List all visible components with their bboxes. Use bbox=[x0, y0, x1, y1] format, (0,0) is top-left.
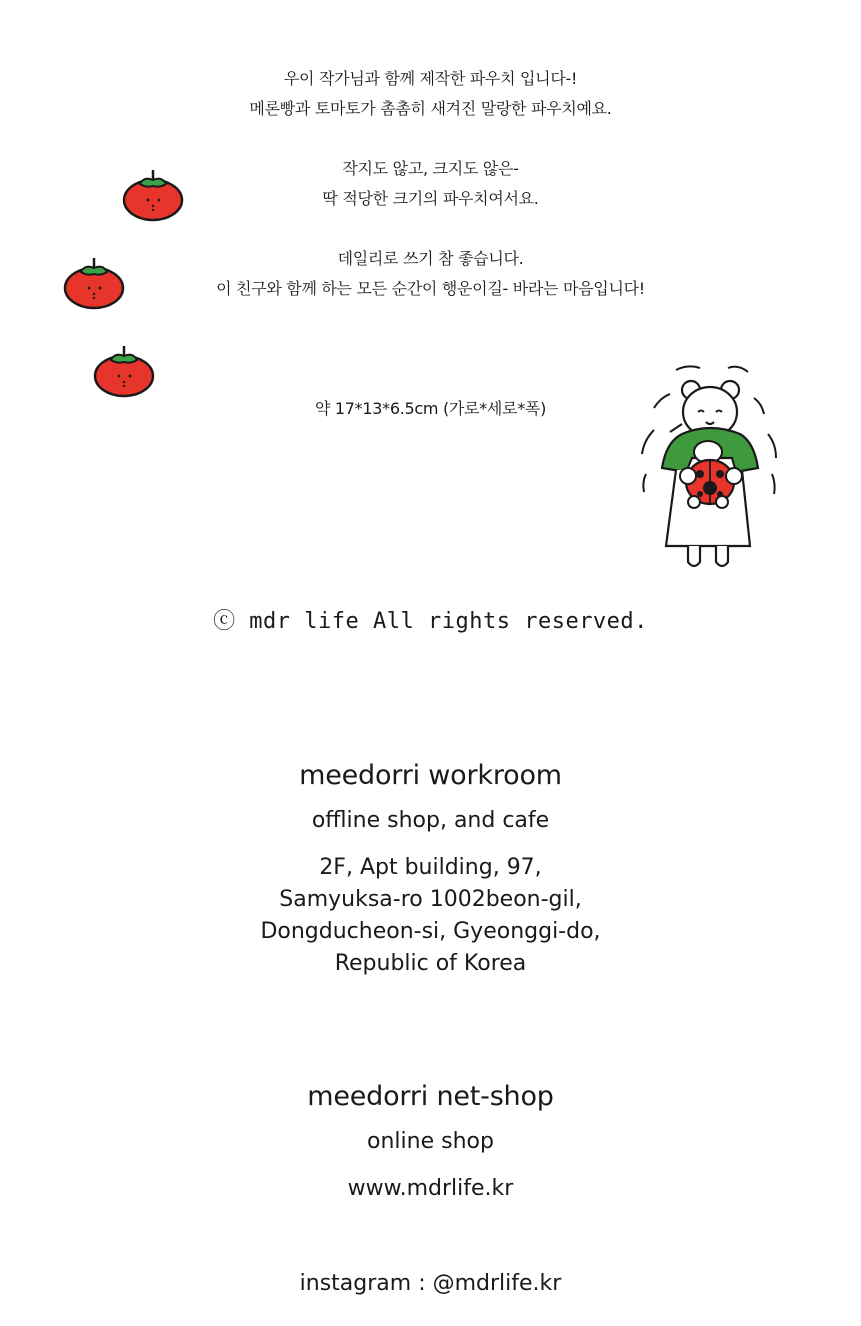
intro-line-6: 이 친구와 함께 하는 모든 순간이 행운이길- 바라는 마음입니다! bbox=[216, 279, 645, 298]
tomato-icon bbox=[122, 164, 184, 222]
workroom-address-line-1: 2F, Apt building, 97, bbox=[319, 855, 542, 880]
tomato-icon bbox=[93, 340, 155, 398]
size-text: 약 17*13*6.5cm (가로*세로*폭) bbox=[314, 399, 547, 418]
copyright-text: ⓒ mdr life All rights reserved. bbox=[213, 609, 648, 634]
intro-line-1: 우이 작가님과 함께 제작한 파우치 입니다-! bbox=[283, 69, 578, 88]
netshop-subtitle: online shop bbox=[367, 1129, 494, 1154]
intro-line-3: 작지도 않고, 크지도 않은- bbox=[342, 159, 519, 178]
tomato-icon bbox=[63, 252, 125, 310]
workroom-address-line-3: Dongducheon-si, Gyeonggi-do, bbox=[260, 919, 601, 944]
workroom-address-line-2: Samyuksa-ro 1002beon-gil, bbox=[279, 887, 582, 912]
netshop-title: meedorri net-shop bbox=[307, 1081, 554, 1112]
intro-line-4: 딱 적당한 크기의 파우치여서요. bbox=[322, 189, 539, 208]
workroom-address-line-4: Republic of Korea bbox=[334, 951, 527, 976]
workroom-title: meedorri workroom bbox=[299, 760, 562, 791]
netshop-url-link[interactable]: www.mdrlife.kr bbox=[347, 1176, 514, 1201]
bear-holding-ladybug-icon bbox=[636, 362, 786, 576]
intro-line-5: 데일리로 쓰기 참 좋습니다. bbox=[337, 249, 524, 268]
instagram-link[interactable]: instagram : @mdrlife.kr bbox=[299, 1271, 562, 1296]
workroom-subtitle: offline shop, and cafe bbox=[311, 808, 550, 833]
intro-line-2: 메론빵과 토마토가 촘촘히 새겨진 말랑한 파우치예요. bbox=[249, 99, 612, 118]
